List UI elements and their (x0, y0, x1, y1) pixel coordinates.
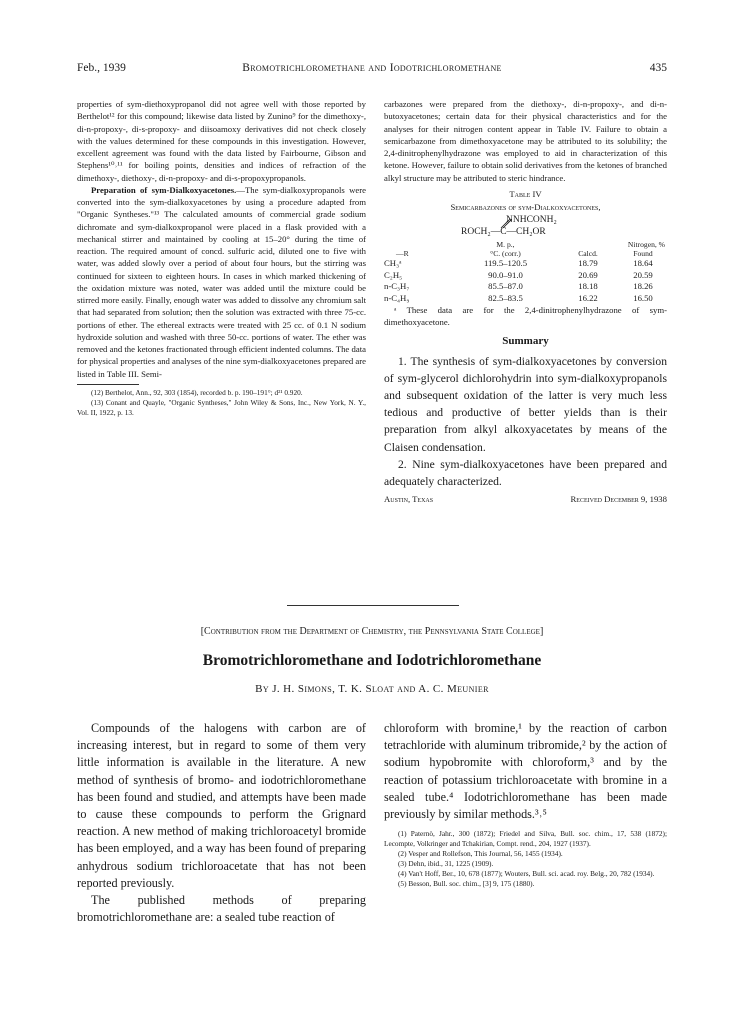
footnote: (5) Besson, Bull. soc. chim., [3] 9, 175 (1880). (398, 879, 535, 889)
table-row (384, 270, 667, 282)
cell-found: 16.50 (633, 292, 653, 303)
cell-mp: 82.5–83.5 (488, 292, 523, 303)
table-row (384, 281, 667, 293)
table-row (384, 293, 667, 305)
footnote-rule (77, 384, 139, 385)
cell-r: C₂H₅ (384, 269, 403, 280)
table-subtitle: Semicarbazones of sym-Dialkoxyacetones, (450, 202, 601, 212)
cell-found: 18.26 (633, 281, 653, 292)
col-header-mp-unit: °C. (corr.) (490, 248, 521, 258)
paragraph: chloroform with bromine,¹ by the reaction of carbon tetrachloride with aluminum tribromide,² by the action of sodium hypobromite with chloroform,³ and by the reaction of potassium trichloroacetate with bromine in a sealed tube.⁴ Iodotrichloromethane has been made previously by similar methods.³˒⁵ (384, 721, 667, 822)
footnotes (384, 829, 667, 889)
paragraph (77, 184, 366, 380)
col-header-found: Found (633, 248, 653, 258)
article-right-column (384, 720, 667, 889)
byline: By J. H. Simons, T. K. Sloat and A. C. Meunier (255, 683, 489, 695)
paragraph: Compounds of the halogens with carbon are of increasing interest, but in regard to some of them very little information is available in the literature. A new method of synthesis of bromo- and iodotrichloromethane has been found and studied, and attempts have been made to cause these compounds to perform the Grignard reaction. A new method of making trichloroacetyl bromide has been employed, and a way has been found of preparing anhydrous sodium trichloroacetate that has not been reported previously. (77, 721, 366, 890)
footnote: (3) Dehn, ibid., 31, 1225 (1909). (398, 859, 494, 869)
footnote: (4) Van't Hoff, Ber., 10, 678 (1877); Wouters, Bull. sci. acad. roy. Belg., 20, 782 (1934). (398, 869, 655, 879)
cell-r: n-C₃H₇ (384, 281, 410, 292)
cell-r: n-C₄H₉ (384, 292, 410, 303)
header-title: Bromotrichloromethane and Iodotrichloromethane (242, 62, 502, 74)
paragraph: The published methods of preparing bromotrichloromethane are: a sealed tube reaction of (77, 893, 366, 925)
footnote: (1) Paternò, Jahr., 300 (1872); Friedel and Silva, Bull. soc. chim., 17, 538 (1872); Lecompte, Volkringer and Tchakirian, Compt. rend., 204, 1927 (1937). (384, 829, 667, 849)
cell-calcd: 18.18 (578, 281, 598, 292)
table-footnote: ᵃ These data are for the 2,4-dinitrophenylhydrazone of sym-dimethoxyacetone. (384, 305, 667, 328)
cell-r: CH₃ᵃ (384, 258, 402, 269)
location: Austin, Texas (384, 494, 434, 505)
summary-heading: Summary (502, 335, 549, 348)
header-date: Feb., 1939 (77, 62, 126, 74)
page-number: 435 (649, 62, 667, 74)
col-header-calcd: Calcd. (578, 248, 598, 258)
table-header-row (384, 250, 667, 259)
footnote: (13) Conant and Quayle, "Organic Syntheses," John Wiley & Sons, Inc., New York, N. Y., Vol. II, 1922, p. 13. (77, 397, 366, 417)
footnotes (77, 388, 366, 418)
table-row (384, 258, 667, 270)
cell-mp: 85.5–87.0 (488, 281, 523, 292)
col-header-mp: M. p., (496, 240, 515, 250)
footnote: (2) Vesper and Rollefson, This Journal, 56, 1455 (1934). (398, 849, 563, 859)
formula-top: NNHCONH₂ (506, 215, 557, 226)
table-title: Table IV (509, 188, 542, 199)
cell-calcd: 18.79 (578, 258, 598, 269)
formula-bottom: ROCH₂—C—CH₂OR (461, 227, 546, 238)
article-title: Bromotrichloromethane and Iodotrichloromethane (202, 652, 542, 669)
section-heading: Preparation of sym-Dialkoxyacetones. (91, 184, 237, 195)
cell-mp: 119.5–120.5 (483, 258, 528, 269)
contribution-line: [Contribution from the Department of Chemistry, the Pennsylvania State College] (200, 626, 544, 637)
cell-calcd: 20.69 (578, 269, 598, 280)
cell-found: 18.64 (633, 258, 653, 269)
running-header (77, 62, 667, 78)
cell-mp: 90.0–91.0 (488, 269, 523, 280)
left-column (77, 98, 366, 418)
paragraph: carbazones were prepared from the diethoxy-, di-n-propoxy-, and di-n-butoxyacetones; certain data for their physical characteristics and for the analyses for their nitrogen content appear in Table IV. Failure to obtain a semicarbazone from dimethoxyacetone may be attributed to its solubility; the 2,4-dinitrophenylhydrazone was employed to aid in characterization of this ketone. However, failure to obtain solid derivatives from the ketones of branched alkyl structure may be attributed to steric hindrance. (384, 99, 667, 183)
article-left-column (77, 720, 366, 926)
table-header-row (384, 241, 667, 250)
footnote: (12) Berthelot, Ann., 92, 303 (1854), recorded b. p. 190–191°; d²¹ 0.920. (91, 387, 303, 397)
cell-calcd: 16.22 (578, 292, 598, 303)
data-table (384, 241, 667, 304)
received-date: Received December 9, 1938 (570, 494, 667, 505)
summary-item: 2. Nine sym-dialkoxyacetones have been prepared and adequately characterized. (384, 457, 667, 488)
paragraph: properties of sym-diethoxypropanol did not agree well with those reported by Berthelot¹² for this compound; likewise data listed by Zunino⁹ for the dimethoxy-, di-n-propoxy-, di-s-propoxy- and diisoamoxy derivatives did not check closely with the values determined for these compounds in this investigation. However, excellent agreement was found with the data listed by Fairbourne, Gibson and Stephens¹⁰˒¹¹ for boiling points, densities and indices of refraction of the dimethoxy-, diethoxy-, di-n-propoxy- and di-s-propoxypropanols. (77, 99, 366, 183)
signature-line (384, 493, 667, 507)
paragraph-text: —The sym-dialkoxypropanols were converted into the sym-dialkoxyacetones by using a procedure adapted from "Organic Syntheses."¹³ The calculated amounts of commercial grade sodium dichromate and sym-dialkoxpropanol were placed in a flask provided with a mechanical stirrer and maintained by cooling at 15–20° during the time of reaction. The required amount of concd. sulfuric acid, diluted one to five with water, was added slowly over a period of about four hours, but the stirring was continued for sixteen to eighteen hours. In cases in which marked thickening of the oxidation mixture was noted, water was added until the mixture could be stirred more easily. Finally, enough water was added to dissolve any chromium salt that had separated from solution; then the solution was extracted with three 75-cc. portions of ether. The ethereal extracts were treated with 25 cc. of 0.1 N sodium hydroxide solution and washed with three 50-cc. portions of water. The ether was removed and the ketones fractionated through efficient indented columns. The data for physical properties and analyses of the nine sym-dialkoxyacetones prepared are listed in Table III. Semi- (77, 184, 366, 379)
col-header-nitrogen: Nitrogen, % (627, 240, 665, 250)
cell-found: 20.59 (633, 269, 653, 280)
col-header-r: —R (396, 248, 409, 258)
structural-formula (384, 214, 667, 240)
summary-item: 1. The synthesis of sym-dialkoxyacetones by conversion of sym-glycerol dichlorohydrin into sym-dialkoxypropanols and subsequent oxidation of the latter is very much less tedious and productive of better yields than is their preparation from alkyl alkoxyacetates by means of the Claisen condensation. (384, 354, 667, 454)
right-column (384, 98, 667, 507)
article-separator (287, 605, 459, 606)
